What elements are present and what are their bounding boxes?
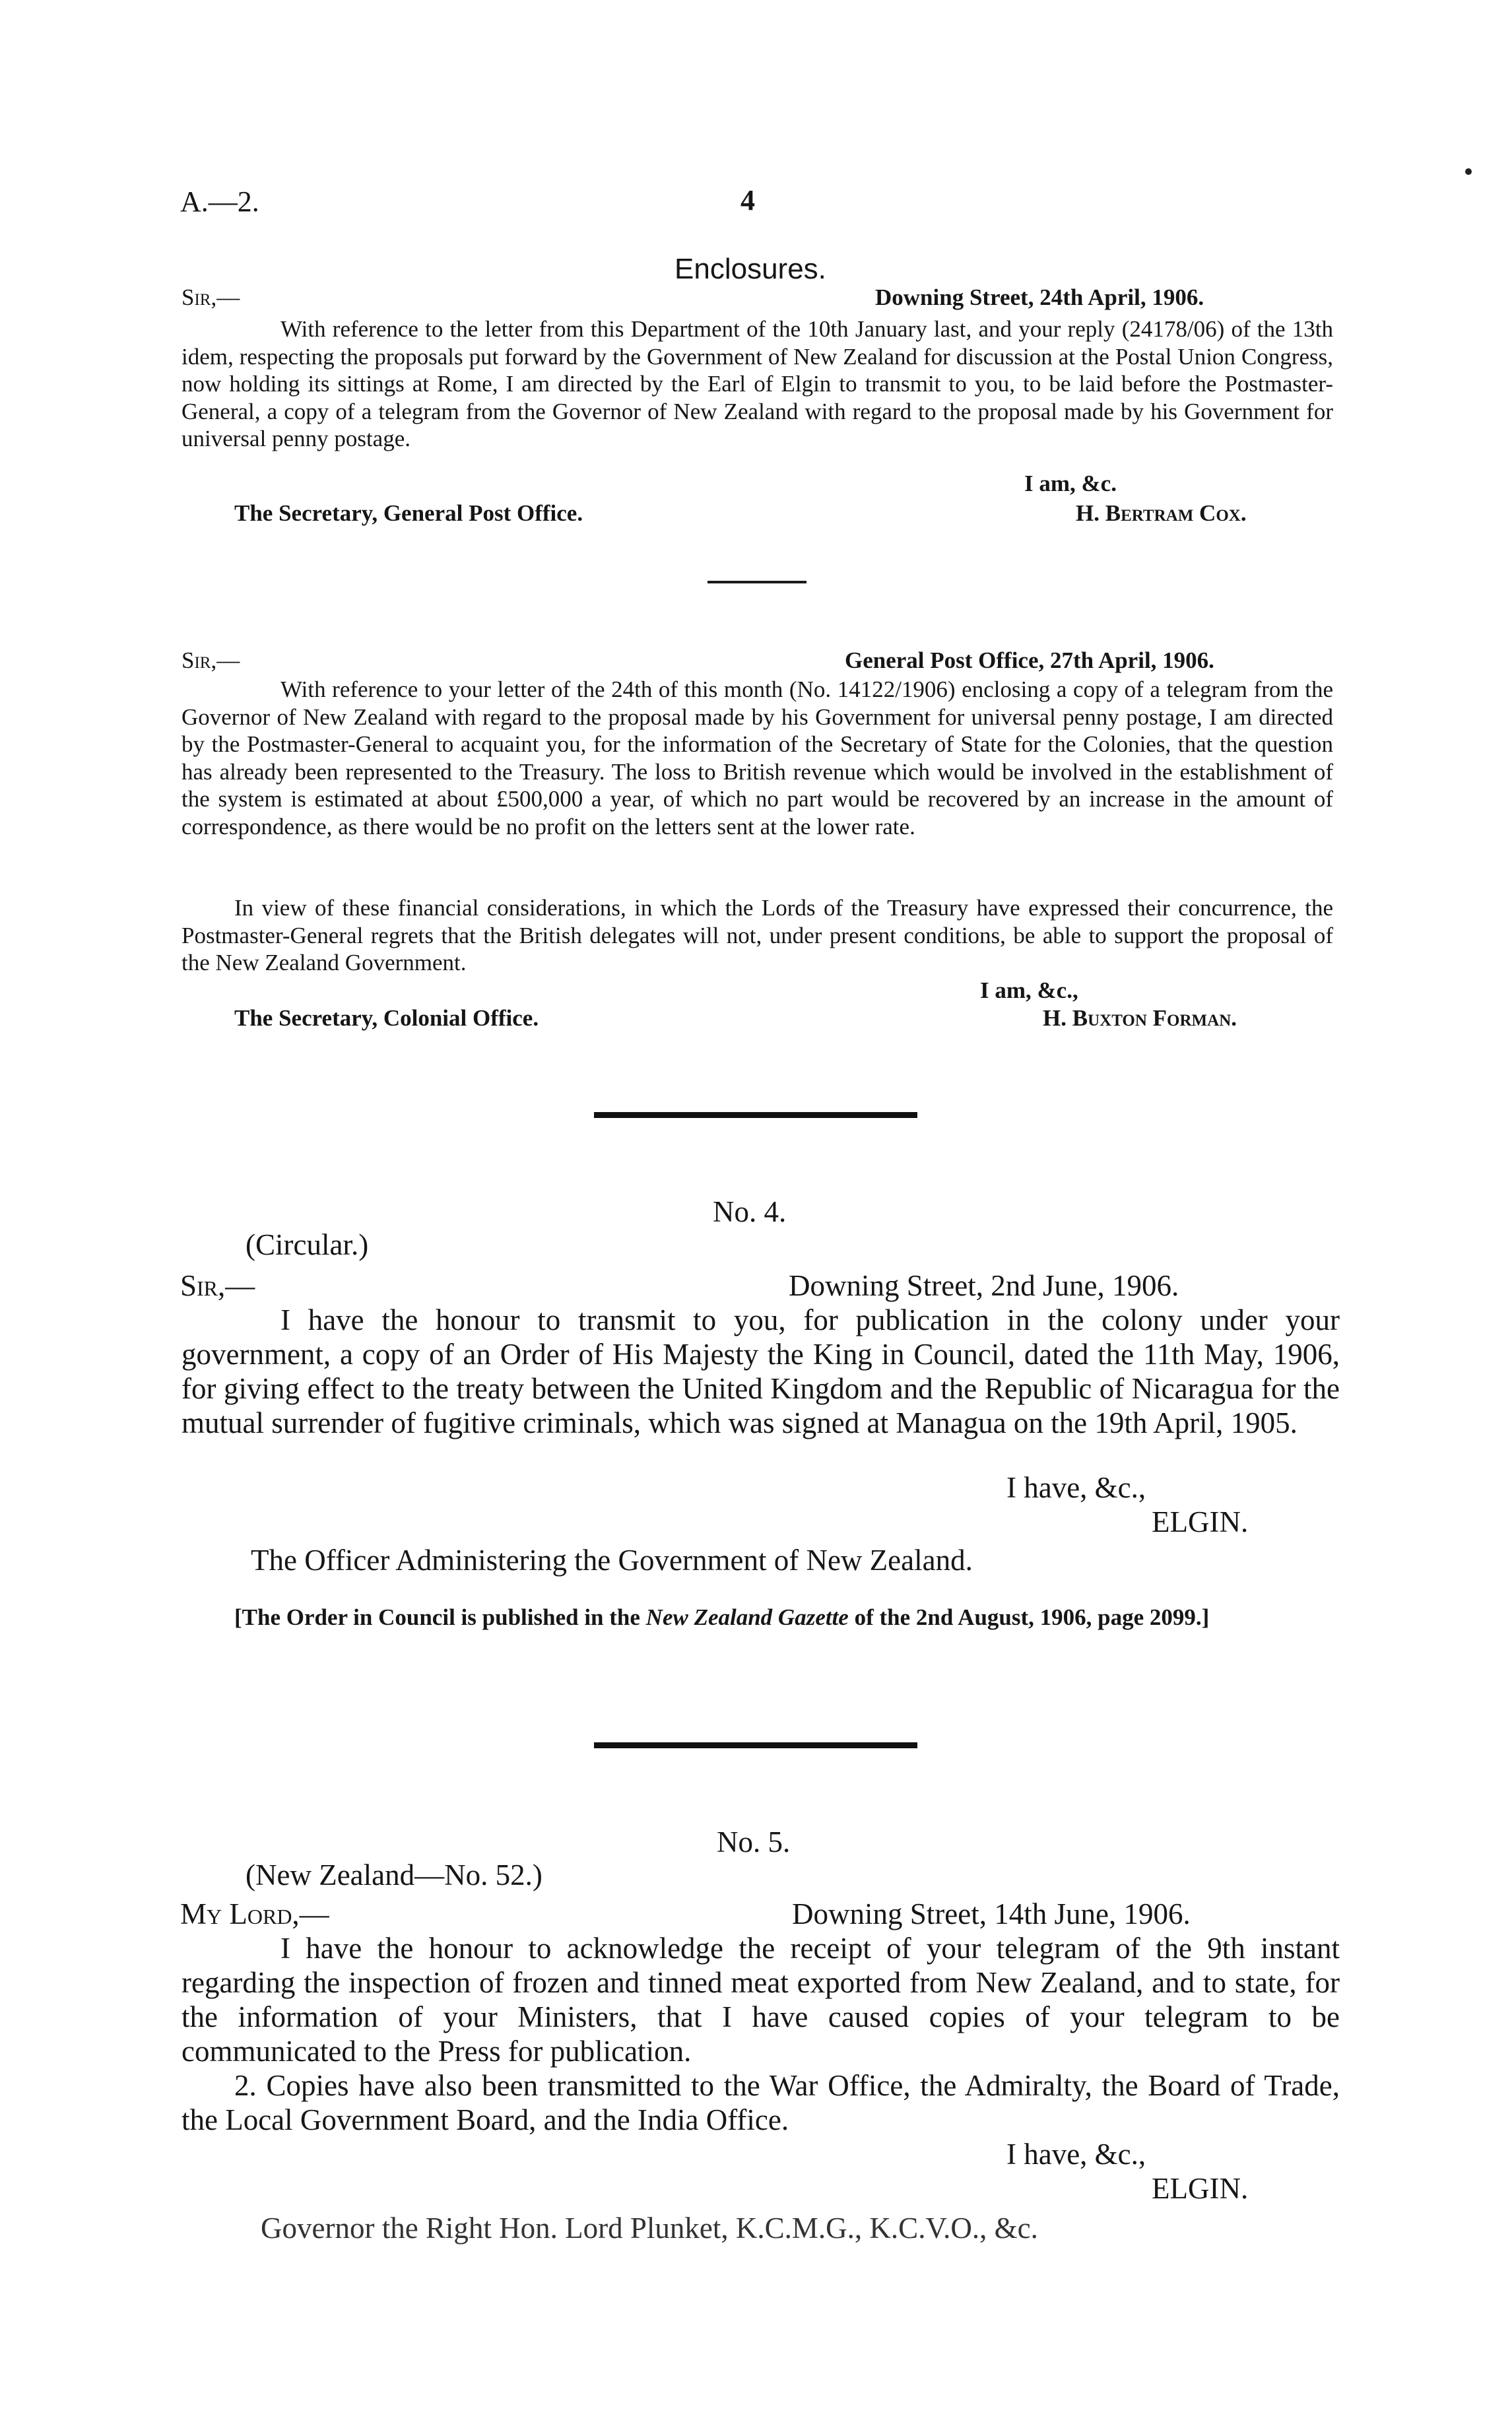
section-divider xyxy=(594,1742,917,1748)
no4-note-pre: [The Order in Council is published in the xyxy=(234,1604,640,1630)
letter2-body-1: With reference to your letter of the 24th of this month (No. 14122/1906) enclosing a copy of a telegram from the Governor of New Zealand with regard to the proposal made by his Government for universal penny postage, I am directed by the Postmaster-General to acquaint you, for the information of the Secretary of State for the Colonies, that the question has already been represented to the Treasury. The loss to British revenue which would be involved in the establishment of the system is estimated at about £500,000 a year, of which no part would be recovered by an increase in the amount of correspondence, as there would be no profit on the letters sent at the lower rate. xyxy=(181,676,1333,839)
letter2-signature xyxy=(1043,1004,1237,1032)
letter2-body-2: In view of these financial considerations, in which the Lords of the Treasury have expressed their concurrence, the Postmaster-General regrets that the British delegates will not, under present conditions, be able to support the proposal of the New Zealand Government. xyxy=(181,895,1333,975)
letter1-dateline: Downing Street, 24th April, 1906. xyxy=(875,284,1204,310)
page-series-ref: A.—2. xyxy=(180,185,259,218)
no5-ref: (New Zealand—No. 52.) xyxy=(246,1858,542,1891)
no5-number: No. 5. xyxy=(717,1825,791,1858)
no5-addressee: Governor the Right Hon. Lord Plunket, K.C.M.G., K.C.V.O., &c. xyxy=(261,2212,1038,2245)
section-divider xyxy=(594,1112,917,1118)
no4-closing: I have, &c., xyxy=(1006,1471,1146,1504)
no4-number: No. 4. xyxy=(713,1195,787,1228)
no4-addressee: The Officer Administering the Government of New Zealand. xyxy=(251,1544,973,1577)
section-divider-thin xyxy=(707,581,806,583)
no4-body: I have the honour to transmit to you, for publication in the colony under your government, a copy of an Order of His Majesty the King in Council, dated the 11th May, 1906, for giving effect to the treaty between the United Kingdom and the Republic of Nicaragua for the mutual surrender of fugitive criminals, which was signed at Managua on the 19th April, 1905. xyxy=(181,1303,1340,1439)
no4-signature: ELGIN. xyxy=(1152,1505,1249,1538)
no5-salutation: My Lord,— xyxy=(180,1897,329,1930)
no5-body-1: I have the honour to acknowledge the receipt of your telegram of the 9th instant regarding the inspection of frozen and tinned meat exported from New Zealand, and to state, for the information of your Ministers, that I have caused copies of your telegram to be communicated to the Press for publication. xyxy=(181,1932,1340,2068)
no4-circular: (Circular.) xyxy=(246,1228,369,1261)
letter2-signature-initial: H. xyxy=(1043,1005,1067,1031)
page-dot xyxy=(1465,168,1472,175)
no4-salutation: Sir,— xyxy=(180,1269,255,1302)
enclosures-title: Enclosures. xyxy=(674,253,826,285)
letter1-addressee: The Secretary, General Post Office. xyxy=(234,500,583,526)
letter1-signature-initial: H. xyxy=(1076,500,1100,526)
no5-signature: ELGIN. xyxy=(1152,2172,1249,2205)
page-number: 4 xyxy=(740,184,755,216)
no4-dateline: Downing Street, 2nd June, 1906. xyxy=(789,1269,1179,1302)
no5-dateline: Downing Street, 14th June, 1906. xyxy=(792,1897,1191,1930)
no4-note-post: of the 2nd August, 1906, page 2099.] xyxy=(854,1604,1210,1630)
letter1-salutation: Sir,— xyxy=(181,284,240,310)
letter1-signature-name: Bertram Cox. xyxy=(1105,500,1247,526)
no4-note-gazette: New Zealand Gazette xyxy=(645,1604,849,1630)
letter1-signature xyxy=(1076,500,1247,527)
no5-closing: I have, &c., xyxy=(1006,2138,1146,2171)
letter1-closing: I am, &c. xyxy=(1024,471,1117,496)
letter2-dateline: General Post Office, 27th April, 1906. xyxy=(845,647,1214,673)
letter2-addressee: The Secretary, Colonial Office. xyxy=(234,1005,539,1031)
letter2-signature-name: Buxton Forman. xyxy=(1072,1005,1237,1031)
letter2-closing: I am, &c., xyxy=(980,977,1078,1003)
letter1-body: With reference to the letter from this Department of the 10th January last, and your reply (24178/06) of the 13th idem, respecting the proposals put forward by the Government of New Zealand for discussion at the Postal Union Congress, now holding its sittings at Rome, I am directed by the Earl of Elgin to transmit to you, to be laid before the Postmaster-General, a copy of a telegram from the Governor of New Zealand with regard to the proposal made by his Government for universal penny postage. xyxy=(181,316,1333,451)
letter2-salutation: Sir,— xyxy=(181,647,240,673)
no4-gazette-note xyxy=(181,1604,1333,1631)
no5-body-2: 2. Copies have also been transmitted to the War Office, the Admiralty, the Board of Trade, the Local Government Board, and the India Office. xyxy=(181,2069,1340,2136)
